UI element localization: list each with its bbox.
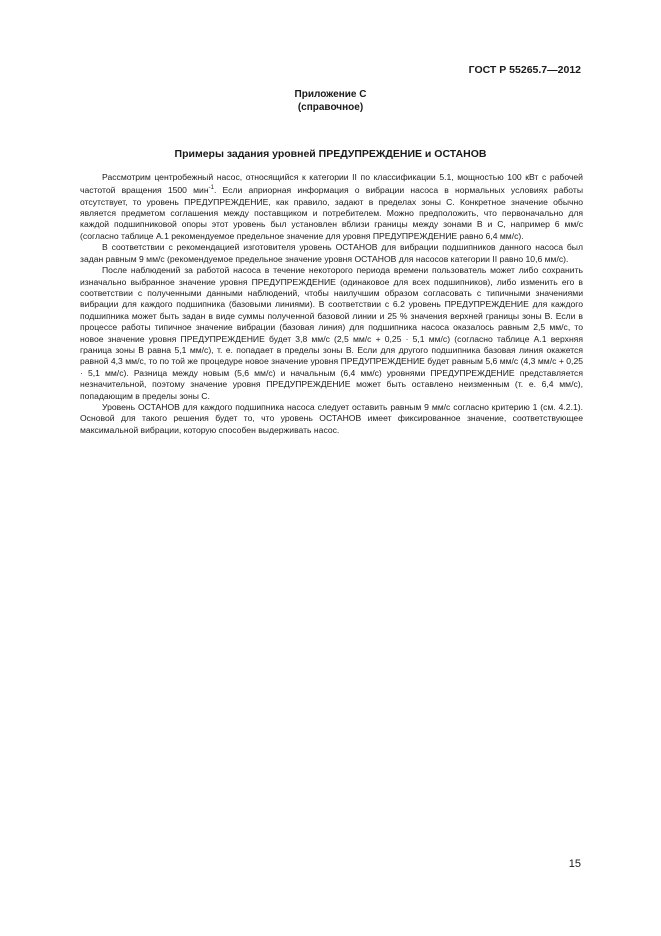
paragraph — [80, 402, 583, 436]
annex-note: (справочное) — [297, 102, 364, 113]
page-number: 15 — [568, 858, 581, 870]
superscript: -1 — [208, 185, 214, 192]
paragraph-text: . Если априорная информация о вибрации насоса в нормальных условиях работы отсутствует, то уровень ПРЕДУПРЕЖДЕНИЕ, как правило, задают в пределах зоны С. Конкретное значение обычно является предметом соглашения между поставщиком и потребителем. Можно предположить, что первоначально для каждой подшипниковой опоры этот уровень был установлен вблизи границы между зонами В и С, например 6 мм/с (согласно таблице А.1 рекомендуемое предельное значение для уровня ПРЕДУПРЕЖДЕНИЕ равно 6,4 мм/с). — [80, 185, 583, 241]
paragraph-text: Уровень ОСТАНОВ для каждого подшипника насоса следует оставить равным 9 мм/с согласно критерию 1 (см. 4.2.1). Основой для такого решения будет то, что уровень ОСТАНОВ имеет фиксированное значение, соответствующее максимальной вибрации, которую способен выдерживать насос. — [80, 401, 583, 435]
standard-number: ГОСТ Р 55265.7—2012 — [468, 64, 581, 76]
paragraph — [80, 242, 583, 265]
paragraph — [80, 265, 583, 402]
paragraph — [80, 172, 583, 242]
paragraph-text: Рассмотрим центробежный насос, относящийся к категории II по классификации 5.1, мощностью 100 кВт с рабочей частотой вращения 1500 мин — [80, 172, 583, 196]
paragraph-text: В соответствии с рекомендацией изготовителя уровень ОСТАНОВ для вибрации подшипников данного насоса был задан равным 9 мм/с (рекомендуемое предельное значение уровня ОСТАНОВ для насосов категории II равно 10,6 мм/с). — [80, 242, 583, 264]
paragraph-text: После наблюдений за работой насоса в течение некоторого периода времени пользователь может либо сохранить изначально выбранное значение уровня ПРЕДУПРЕЖДЕНИЕ (одинаковое для всех подшипников), либо изменить его в соответствии с полученными данными наблюдений, чтобы наилучшим образом согласовать с типичными значениями вибрации для каждого подшипника (базовыми линиями). В соответствии с 6.2 уровень ПРЕДУПРЕЖДЕНИЕ для каждого подшипника может быть задан в виде суммы полученной базовой линии и 25 % значения верхней границы зоны В. Если в процессе работы типичное значение вибрации (базовая линия) для подшипника насоса оказалось равным 2,5 мм/с, то новое значение уровня ПРЕДУПРЕЖДЕНИЕ будет 3,8 мм/с (2,5 мм/с + 0,25 · 5,1 мм/с) (согласно таблице А.1 верхняя граница зоны В равна 5,1 мм/с), т. е. попадает в пределы зоны В. Если для другого подшипника базовая линия окажется равной 4,3 мм/с, то по той же процедуре новое значение уровня ПРЕДУПРЕЖДЕНИЕ будет равным 5,6 мм/с (4,3 мм/с + 0,25 · 5,1 мм/с). Разница между новым (5,6 мм/с) и начальным (6,4 мм/с) уровнями ПРЕДУПРЕЖДЕНИЕ представляется незначительной, поэтому значение уровня ПРЕДУПРЕЖДЕНИЕ может быть оставлено неизменным (т. е. 6,4 мм/с), попадающим в пределы зоны С. — [80, 265, 583, 401]
section-title: Примеры задания уровней ПРЕДУПРЕЖДЕНИЕ и ОСТАНОВ — [174, 148, 487, 160]
annex-heading — [0, 88, 661, 114]
body-text — [80, 172, 583, 436]
annex-title: Приложение С — [294, 89, 367, 100]
